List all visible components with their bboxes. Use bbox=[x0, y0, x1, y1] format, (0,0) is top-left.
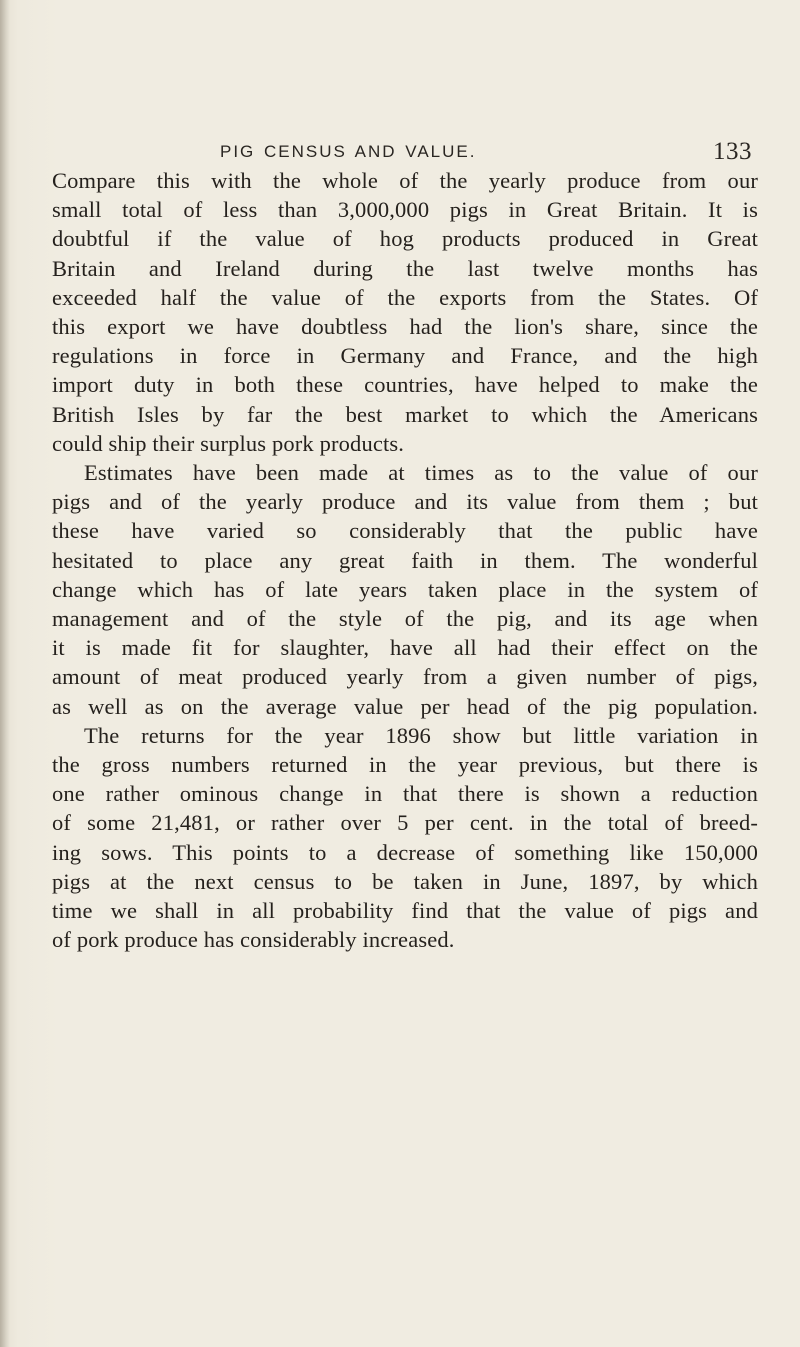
page-gutter-shadow bbox=[0, 0, 10, 1347]
text-line: it is made fit for slaughter, have all had their effect on the bbox=[52, 635, 758, 661]
text-line: these have varied so considerably that the public have bbox=[52, 518, 758, 544]
text-line: this export we have doubtless had the lion's share, since the bbox=[52, 314, 758, 340]
text-line: hesitated to place any great faith in them. The wonderful bbox=[52, 547, 758, 573]
paragraph-3 bbox=[52, 721, 758, 955]
text-line: the gross numbers returned in the year previous, but there is bbox=[52, 752, 758, 778]
text-line: import duty in both these countries, have helped to make the bbox=[52, 372, 758, 398]
text-line: ing sows. This points to a decrease of something like 150,000 bbox=[52, 839, 758, 865]
text-line: of some 21,481, or rather over 5 per cent. in the total of breed- bbox=[52, 810, 758, 836]
running-title: PIG CENSUS AND VALUE. bbox=[220, 142, 477, 161]
body-text bbox=[52, 166, 758, 954]
text-line: time we shall in all probability find that the value of pigs and bbox=[52, 898, 758, 924]
text-line: The returns for the year 1896 show but little variation in bbox=[84, 722, 758, 748]
text-line: as well as on the average value per head of the pig population. bbox=[52, 693, 758, 719]
text-line: management and of the style of the pig, and its age when bbox=[52, 606, 758, 632]
text-line: of pork produce has considerably increased. bbox=[52, 927, 455, 953]
text-line: pigs at the next census to be taken in June, 1897, by which bbox=[52, 868, 758, 894]
paragraph-1 bbox=[52, 166, 758, 458]
page-number: 133 bbox=[713, 138, 752, 165]
text-line: one rather ominous change in that there is shown a reduction bbox=[52, 781, 758, 807]
text-line: could ship their surplus pork products. bbox=[52, 430, 405, 456]
text-line: Britain and Ireland during the last twelve months has bbox=[52, 255, 758, 281]
text-line: small total of less than 3,000,000 pigs in Great Britain. It is bbox=[52, 197, 758, 223]
text-line: Compare this with the whole of the yearly produce from our bbox=[52, 168, 758, 193]
paragraph-2 bbox=[52, 458, 758, 721]
text-line: exceeded half the value of the exports from the States. Of bbox=[52, 284, 758, 310]
text-line: British Isles by far the best market to which the Americans bbox=[52, 401, 758, 427]
text-line: pigs and of the yearly produce and its value from them ; but bbox=[52, 489, 758, 515]
text-line: change which has of late years taken place in the system of bbox=[52, 576, 758, 602]
text-line: doubtful if the value of hog products produced in Great bbox=[52, 226, 758, 252]
text-line: amount of meat produced yearly from a given number of pigs, bbox=[52, 664, 758, 690]
text-line: regulations in force in Germany and France, and the high bbox=[52, 343, 758, 369]
text-line: Estimates have been made at times as to the value of our bbox=[84, 460, 758, 486]
